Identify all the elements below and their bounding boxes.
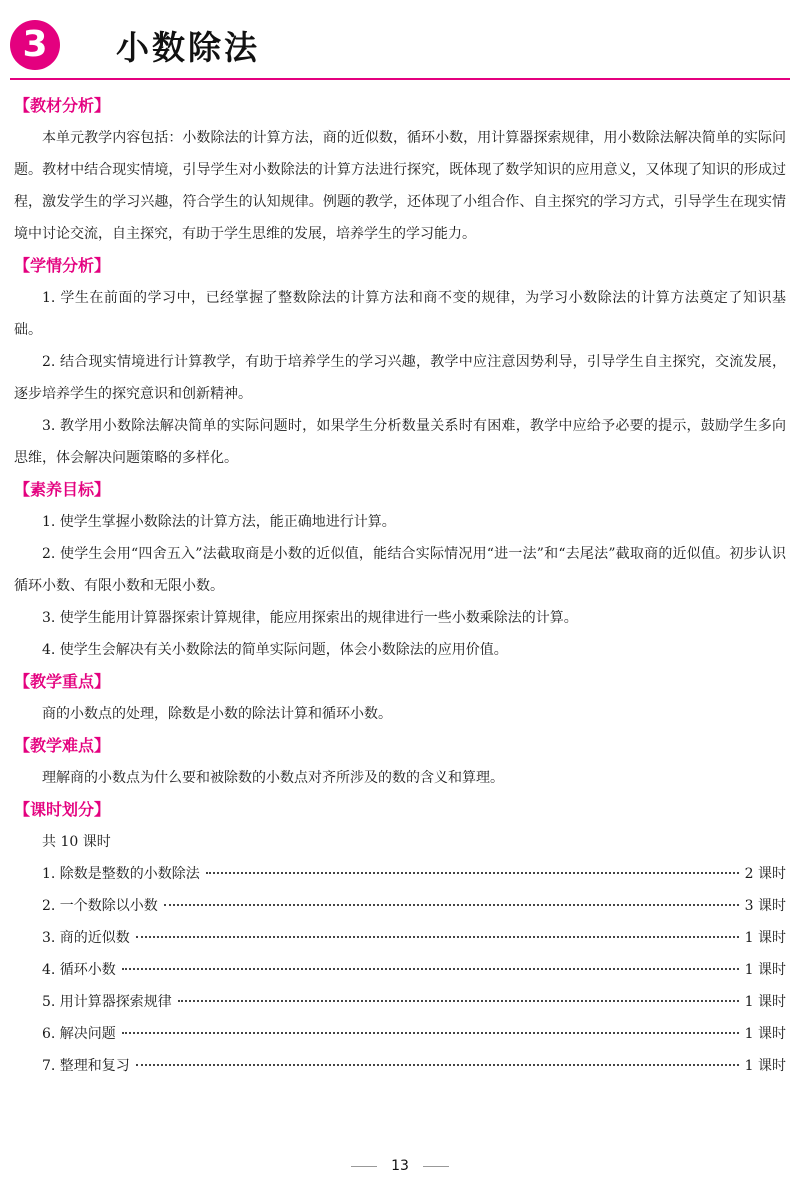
schedule-row-label: 2. 一个数除以小数	[42, 898, 158, 914]
schedule-row-value: 2 课时	[744, 866, 786, 882]
section-students	[14, 250, 786, 474]
dot-leader	[122, 968, 739, 970]
schedule-row	[14, 890, 786, 922]
section-heading: 【学情分析】	[14, 256, 111, 275]
dot-leader	[206, 872, 739, 874]
paragraph: 2. 使学生会用“四舍五入”法截取商是小数的近似值，能结合实际情况用“进一法”和“去尾法”截取商的近似值。初步认识循环小数、有限小数和无限小数。	[14, 546, 786, 594]
schedule-row-label: 6. 解决问题	[42, 1026, 116, 1042]
schedule-total: 共 10 课时	[42, 834, 111, 850]
paragraph: 2. 结合现实情境进行计算教学，有助于培养学生的学习兴趣，教学中应注意因势利导，引导学生自主探究，交流发展，逐步培养学生的探究意识和创新精神。	[14, 354, 786, 402]
paragraph: 1. 使学生掌握小数除法的计算方法，能正确地进行计算。	[42, 514, 396, 530]
section-heading: 【教学重点】	[14, 672, 111, 691]
paragraph: 3. 教学用小数除法解决简单的实际问题时，如果学生分析数量关系时有困难，教学中应给予必要的提示，鼓励学生多向思维，体会解决问题策略的多样化。	[14, 418, 786, 466]
dot-leader	[122, 1032, 739, 1034]
paragraph: 1. 学生在前面的学习中，已经掌握了整数除法的计算方法和商不变的规律，为学习小数除法的计算方法奠定了知识基础。	[14, 290, 786, 338]
dot-leader	[178, 1000, 739, 1002]
footer-dash-right	[423, 1166, 449, 1167]
chapter-number-badge: 3	[10, 20, 60, 70]
header-divider	[10, 78, 790, 80]
section-heading: 【教学难点】	[14, 736, 111, 755]
chapter-title: 小数除法	[116, 27, 260, 67]
schedule-row	[14, 986, 786, 1018]
paragraph: 理解商的小数点为什么要和被除数的小数点对齐所涉及的数的含义和算理。	[42, 770, 504, 786]
section-key-points	[14, 666, 786, 730]
schedule-row-value: 3 课时	[744, 898, 786, 914]
schedule-row-value: 1 课时	[744, 962, 786, 978]
schedule-row	[14, 922, 786, 954]
schedule-row-value: 1 课时	[744, 1058, 786, 1074]
page-footer	[0, 1158, 800, 1174]
schedule-row-label: 1. 除数是整数的小数除法	[42, 866, 200, 882]
footer-dash-left	[351, 1166, 377, 1167]
paragraph: 4. 使学生会解决有关小数除法的简单实际问题，体会小数除法的应用价值。	[42, 642, 508, 658]
section-difficulties	[14, 730, 786, 794]
schedule-row	[14, 858, 786, 890]
dot-leader	[136, 1064, 739, 1066]
schedule-row	[14, 1018, 786, 1050]
schedule-row-label: 5. 用计算器探索规律	[42, 994, 172, 1010]
schedule-row-label: 4. 循环小数	[42, 962, 116, 978]
section-goals	[14, 474, 786, 666]
schedule-row-value: 1 课时	[744, 930, 786, 946]
page-number: 13	[391, 1158, 409, 1174]
schedule-row	[14, 954, 786, 986]
schedule-row-value: 1 课时	[744, 1026, 786, 1042]
section-heading: 【课时划分】	[14, 800, 111, 819]
content	[14, 90, 786, 1082]
schedule-row-label: 3. 商的近似数	[42, 930, 130, 946]
schedule-row-value: 1 课时	[744, 994, 786, 1010]
section-heading: 【素养目标】	[14, 480, 111, 499]
chapter-header	[10, 14, 260, 76]
paragraph: 商的小数点的处理，除数是小数的除法计算和循环小数。	[42, 706, 392, 722]
schedule-row	[14, 1050, 786, 1082]
paragraph: 本单元教学内容包括：小数除法的计算方法，商的近似数，循环小数，用计算器探索规律，用小数除法解决简单的实际问题。教材中结合现实情境，引导学生对小数除法的计算方法进行探究，既体现了数学知识的应用意义，又体现了知识的形成过程，激发学生的学习兴趣，符合学生的认知规律。例题的教学，还体现了小组合作、自主探究的学习方式，引导学生在现实情境中讨论交流，自主探究，有助于学生思维的发展，培养学生的学习能力。	[14, 130, 786, 242]
section-analysis	[14, 90, 786, 250]
schedule-row-label: 7. 整理和复习	[42, 1058, 130, 1074]
section-heading: 【教材分析】	[14, 96, 111, 115]
section-schedule	[14, 794, 786, 1082]
dot-leader	[164, 904, 739, 906]
dot-leader	[136, 936, 739, 938]
paragraph: 3. 使学生能用计算器探索计算规律，能应用探索出的规律进行一些小数乘除法的计算。	[42, 610, 578, 626]
